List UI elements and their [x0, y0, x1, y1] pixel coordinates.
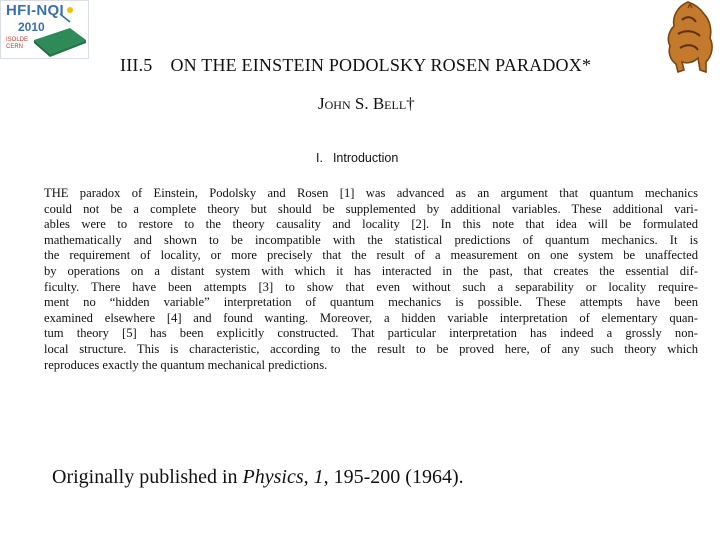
body-line: the requirement of locality, or more precisely that the result of a measurement on one system be unaffected	[44, 248, 698, 263]
body-paragraph	[44, 186, 698, 373]
body-line: mathematically and shown to be incompatible with the statistical predictions of quantum mechanics. It is	[44, 232, 698, 247]
body-line: ficulty. There have been attempts [3] to show that even without such a separability or locality require-	[44, 279, 698, 294]
body-line: could not be a complete theory but should be supplemented by additional variables. These additional vari-	[44, 201, 698, 216]
body-line: THE paradox of Einstein, Podolsky and Rosen [1] was advanced as an argument that quantum mechanics	[44, 186, 698, 200]
author-name: John S. Bell†	[318, 94, 415, 113]
body-line: ment no “hidden variable” interpretation of quantum mechanics is possible. These attempts have been	[44, 295, 698, 310]
institution-emblem-icon	[660, 0, 716, 76]
paper-title	[120, 55, 591, 76]
body-line: examined elsewhere [4] and found wanting. Moreover, a hidden variable interpretation of elementary quan-	[44, 310, 698, 325]
title-text: ON THE EINSTEIN PODOLSKY ROSEN PARADOX*	[170, 55, 592, 75]
publication-note	[52, 466, 464, 489]
conference-logo	[0, 0, 92, 60]
body-line: by operations on a distant system with which it has interacted in the past, that creates the essential dif-	[44, 263, 698, 278]
footer-pages-year: , 195-200 (1964).	[323, 466, 464, 488]
body-line: reproduces exactly the quantum mechanical predictions.	[44, 357, 328, 372]
section-heading	[316, 151, 398, 165]
body-line: tum theory [5] has been explicitly constructed. That particular interpretation has indeed a grossly non-	[44, 326, 698, 341]
logo-caption: ISOLDE CERN	[6, 37, 29, 50]
logo-name: HFI-NQI	[6, 2, 64, 19]
section-title: Introduction	[332, 151, 399, 165]
journal-name: Physics	[242, 466, 304, 488]
footer-prefix: Originally published in	[52, 466, 243, 488]
logo-year: 2010	[18, 20, 45, 34]
section-number: I.	[316, 151, 323, 165]
footer-sep: ,	[303, 466, 314, 488]
chapter-number: III.5	[120, 55, 153, 75]
body-line: ables were to restore to the theory causality and locality [2]. In this note that idea will be formulated	[44, 217, 698, 232]
journal-volume: 1	[313, 466, 324, 488]
body-line: local structure. This is characteristic, according to the result to be proved here, of any such theory which	[44, 341, 698, 356]
